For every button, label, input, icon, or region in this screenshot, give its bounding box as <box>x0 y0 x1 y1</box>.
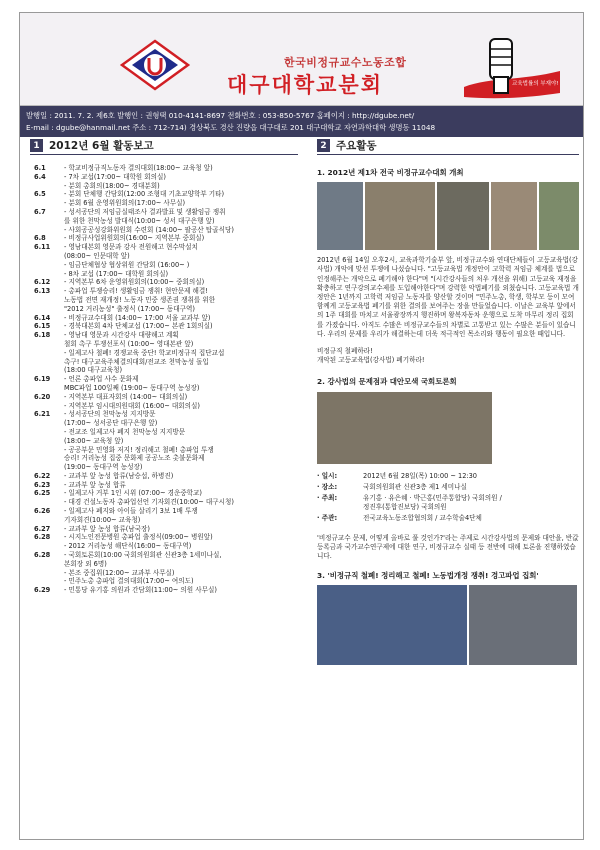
event-text: - 분회 총회의(18:00~ 경대분회) <box>64 181 160 190</box>
rally-photo <box>491 182 537 250</box>
slogan: 개악된 고등교육법(강사법) 폐기하라! <box>317 356 425 365</box>
event-item <box>34 322 299 331</box>
event-item <box>34 586 299 595</box>
event-date <box>34 182 64 191</box>
rally-photo <box>437 182 489 250</box>
event-item <box>34 542 299 551</box>
event-date: 6.15 <box>34 322 51 331</box>
banner-text: 교육법률의 부재야! <box>512 81 559 87</box>
event-date: 6.29 <box>34 586 51 595</box>
event-date: 6.22 <box>34 471 51 480</box>
section-2-header <box>317 138 377 153</box>
section-1-header <box>30 138 154 153</box>
event-date: 6.25 <box>34 489 51 498</box>
event-date: 6.8 <box>34 234 46 243</box>
event-date: 6.12 <box>34 278 51 287</box>
event-item <box>34 551 299 569</box>
event-item <box>34 261 299 270</box>
detail-value: 전국교육노동조합협의회 / 교수학술4단체 <box>363 514 482 523</box>
event-date: 6.21 <box>34 410 51 419</box>
event-item <box>34 331 299 349</box>
event-date <box>34 498 64 507</box>
event-date <box>34 402 64 411</box>
forum-photo <box>317 392 492 464</box>
event-text: - 지역본부 6차 운영위원회의(10:00~ 중회의실) <box>64 278 205 287</box>
event-item <box>34 507 299 525</box>
event-text: - 임금단체협상 협상위원 간담회 (16:00~ ) <box>64 260 190 269</box>
event-text: - 민주노총 총파업 결의대회(17:00~ 여의도) <box>64 577 194 586</box>
event-date: 6.11 <box>34 243 51 252</box>
event-date: 6.14 <box>34 313 51 322</box>
event-item <box>34 234 299 243</box>
event-text: - 2012 거리농성 해단식(16:00~ 동대구역) <box>64 542 192 551</box>
event-text: - 분회 6월 운영위원회의(17:00~ 사무실) <box>64 199 186 208</box>
activity-2-heading: 2. 강사법의 문제점과 대안모색 국회토론회 <box>317 377 457 387</box>
event-date: 6.4 <box>34 172 46 181</box>
event-item <box>34 190 299 199</box>
event-date: 6.18 <box>34 331 51 340</box>
info-line-1: 발행일 : 2011. 7. 2. 제6호 발행인 : 권형택 010-4141-8697 전화번호 : 053-850-5767 홈페이지 : http://dgube.net/ <box>26 111 415 120</box>
event-item <box>34 533 299 542</box>
event-text: - 교과부 앞 농성 합류(남승섭, 하병진) <box>64 471 174 480</box>
event-date: 6.23 <box>34 480 51 489</box>
event-item <box>34 199 299 208</box>
activity-3-photos <box>317 585 579 665</box>
event-date: 6.28 <box>34 551 51 560</box>
event-text: - 일제고사 폐지와 아이들 살리기 3보 1배 투쟁 기자회견(10:00~ 교육청) <box>64 507 198 524</box>
event-date: 6.26 <box>34 507 51 516</box>
event-text: - 영남대 영문과 시간강사 대량해고 계획 철회 촉구 투쟁선포식 (10:00~ 영대본관 앞) <box>64 331 194 348</box>
forum-detail-row <box>317 494 579 512</box>
event-text: - 교과부 앞 농성 합류 <box>64 480 126 489</box>
rally-photo <box>365 182 435 250</box>
event-date <box>34 261 64 270</box>
branch-name: 대구대학교분회 <box>227 73 384 97</box>
section-title: 주요활동 <box>336 140 377 152</box>
org-name: 한국비정규교수노동조합 <box>284 56 407 69</box>
rally-speaker-photo <box>469 585 577 665</box>
event-item <box>34 428 299 446</box>
section-title: 2012년 6월 활동보고 <box>49 140 154 152</box>
event-text: - 분회 단체행 간담회(12:00 조형대 기초교양학부 기타) <box>64 190 225 199</box>
event-date <box>34 542 64 551</box>
event-text: - 비정규사업위원회의(16:00~ 지역본부 중회실) <box>64 234 205 243</box>
masthead <box>20 13 583 106</box>
event-text: - 시지노인전문병원 총파업 출정식(09:00~ 병원앞) <box>64 533 213 542</box>
union-logo-icon <box>120 39 190 91</box>
forum-detail-row <box>317 472 579 481</box>
event-text: - 대경 건설노동자 총파업선언 기자회견(10:00~ 대구시청) <box>64 498 234 507</box>
activity-2-text: '비정규교수 문제, 어떻게 올바로 풀 것인가?'라는 주제로 시간강사법의 문제와 대안을, 반값등록금과 국가교수연구제에 대한 연구, 비정규교수 실태 등 전반에 대해 토론을 진행하였습니다. <box>317 533 579 561</box>
activity-3-heading: 3. '비정규직 철폐! 정리해고 철폐! 노동법개정 쟁취! 경고파업 집회' <box>317 571 539 581</box>
rally-crowd-photo <box>317 585 467 665</box>
event-date: 6.13 <box>34 287 51 296</box>
divider <box>317 154 579 155</box>
event-text: - 학교비정규직노동자 결의대회(18:00~ 교육청 앞) <box>64 164 213 172</box>
event-text: - 전교조 일제고사 폐지 천막농성 지지방문 (18:00~ 교육청 앞) <box>64 427 186 445</box>
event-item <box>34 164 299 173</box>
event-date: 6.7 <box>34 207 46 216</box>
event-text: - 지역본부 임시대의원대회 (16:00~ 대회의실) <box>64 401 200 410</box>
event-text: - 7차 교섭(17:00~ 대학원 회의실) <box>64 172 166 181</box>
event-text: - 국회토론회(10:00 국회의원회관 신관3층 1세미나실, 본회장 외 6명) <box>64 551 222 568</box>
event-date <box>34 349 64 375</box>
event-date <box>34 226 64 235</box>
section-number: 1 <box>30 139 43 152</box>
detail-label: · 주관: <box>317 514 338 523</box>
event-item <box>34 472 299 481</box>
activity-1-heading: 1. 2012년 제1차 전국 비정규교수대회 개최 <box>317 168 464 177</box>
slogan: 비정규직 철폐하라! <box>317 347 373 356</box>
event-text: - 성서공단의 저임금실태조사 결과발표 및 생활임금 쟁취 를 위한 천막농성 발대식(10:00~ 성서 대구은행 앞) <box>64 207 226 225</box>
detail-label: · 장소: <box>317 482 338 491</box>
event-item <box>34 577 299 586</box>
event-text: - 사회공공성강화위원회 수련회 (14:00~ 팔공산 탑골식당) <box>64 225 234 234</box>
event-text: - 일제고사 철폐! 경쟁교육 중단! 학교비정규직 집단교섭 촉구! 대구교육주체결의대회/전교조 천막농성 돌입 (18:00 대구교육청) <box>64 348 225 375</box>
event-text: - 공공부문 민영화 저지! 정리해고 철폐! 총파업 투쟁 승리! 거리농성 집중 문화제 공공노조 촛불문화제 (19:00~ 동대구역 농성장) <box>64 445 214 472</box>
event-item <box>34 410 299 428</box>
event-item <box>34 208 299 226</box>
event-text: - 언론 총파업 사수 문화제 MBC파업 100일째 (19:00~ 동대구역 농성장) <box>64 375 200 392</box>
event-date <box>34 569 64 578</box>
event-date <box>34 428 64 446</box>
event-text: - 일제고사 거부 1인 시위 (07:00~ 경운중학교) <box>64 489 202 498</box>
event-item <box>34 402 299 411</box>
event-item <box>34 278 299 287</box>
event-date: 6.27 <box>34 524 51 533</box>
event-text: - 지역본부 대표자회의 (14:00~ 대회의실) <box>64 392 188 401</box>
event-date <box>34 199 64 208</box>
event-text: - 영남대본회 영문과 강사 전원해고 현수막설치 (08:00~ 인문대학 앞) <box>64 243 198 260</box>
section-number: 2 <box>317 139 330 152</box>
event-item <box>34 287 299 313</box>
event-item <box>34 173 299 182</box>
event-date: 6.1 <box>34 164 46 172</box>
event-item <box>34 349 299 375</box>
detail-value: 유기홍 · 유은혜 · 박근홍(민주통합당) 국회의원 / 정진후(통합진보당) 국회의원 <box>363 494 502 512</box>
divider <box>30 154 298 155</box>
rally-photo <box>317 182 363 250</box>
event-item <box>34 393 299 402</box>
event-text: - 8차 교섭 (17:00~ 대학원 회의실) <box>64 269 169 278</box>
event-item <box>34 489 299 498</box>
event-text: - 교과부 앞 농성 합류(남국장) <box>64 524 150 533</box>
rally-photo <box>539 182 579 250</box>
event-text: - 본조 중집위(12:00~ 교과부 사무실) <box>64 568 175 577</box>
event-date: 6.5 <box>34 190 46 199</box>
event-text: - 성서공단의 천막농성 지지방문 (17:00~ 성서공단 대구은행 앞) <box>64 410 158 428</box>
event-text: - 비정규교수대회 (14:00~ 17:00 서울 교과부 앞) <box>64 313 211 322</box>
detail-value: 국회의원회관 신관3층 제1 세미나실 <box>363 482 467 491</box>
activity-1-photos <box>317 182 579 250</box>
event-item <box>34 375 299 393</box>
event-date <box>34 270 64 279</box>
event-text: - 경북대본회 4차 단체교섭 (17:00~ 본관 1회의실) <box>64 322 213 331</box>
event-date: 6.20 <box>34 392 51 401</box>
forum-detail-row <box>317 483 579 492</box>
event-list <box>34 164 299 595</box>
activities <box>317 164 579 671</box>
info-line-2: E-mail : dgube@hanmail.net 주소 : 712-714) 경상북도 경산 진량읍 대구대로 201 대구대학교 자연과학대학 생명동 11048 <box>26 123 436 132</box>
event-text: - 민통당 유기홍 의원과 간담회(11:00~ 의원 사무실) <box>64 586 217 595</box>
forum-detail-row <box>317 514 579 523</box>
activity-1-text: 2012년 6월 14일 오후2시, 교육과학기술부 앞, 비정규교수와 연대단체들이 고등교육법(강사법) 개악에 맞선 투쟁에 나섰습니다. "고등교육법 개정안이 고학력 저임금 체계를 법으로 인정해주는 개악으로 폐기해야 한다"며 "(시간강사들의 처우 개선을 위해) 고등교육 재정을 확충하고 연구강의교수제를 도입해야한다"며 강력한 악법폐기를 외쳤습니다. 고등교육법 개정안은 1년까지 고학력 저임금 노동자를 양산할 것이며 "민주노총, 학생, 학부모 등이 모여 함께게 고등교육법 폐기를 위한 결의를 보여주는 장을 만들었습니다. 이날은 교육부 앞에서의 1주 대회를 마치고 서울광장까지 행진하며 왕복자동차 운행으로 도착 마무리 정리 집회를 가졌습니다. 아직도 수많은 비정규교수들의 차별로 고통받고 있는 수많은 분들이 있습니다. 우리의 문제를 우리가 해결하는데 더욱 적극적인 목소리와 행동이 필요한 때입니다. <box>317 256 579 338</box>
event-item <box>34 243 299 261</box>
forum-details <box>317 472 579 524</box>
detail-value: 2012년 6월 28일(목) 10:00 ~ 12:30 <box>363 471 477 480</box>
event-date <box>34 577 64 586</box>
detail-label: · 일시: <box>317 471 338 480</box>
event-item <box>34 446 299 472</box>
event-date <box>34 446 64 472</box>
event-item <box>34 498 299 507</box>
event-date: 6.28 <box>34 533 51 542</box>
detail-label: · 주최: <box>317 494 338 503</box>
event-date: 6.19 <box>34 375 51 384</box>
event-text: - 총파업 투쟁승리! 생활임금 쟁취! 현안문제 해결! 노동법 전면 재개정! 노동자 민중 생존권 쟁취를 위한 "2012 거리농성" 출정식 (17:00~ 동대구역) <box>64 287 216 313</box>
info-bar <box>20 106 583 137</box>
raised-fist-icon <box>460 33 565 103</box>
